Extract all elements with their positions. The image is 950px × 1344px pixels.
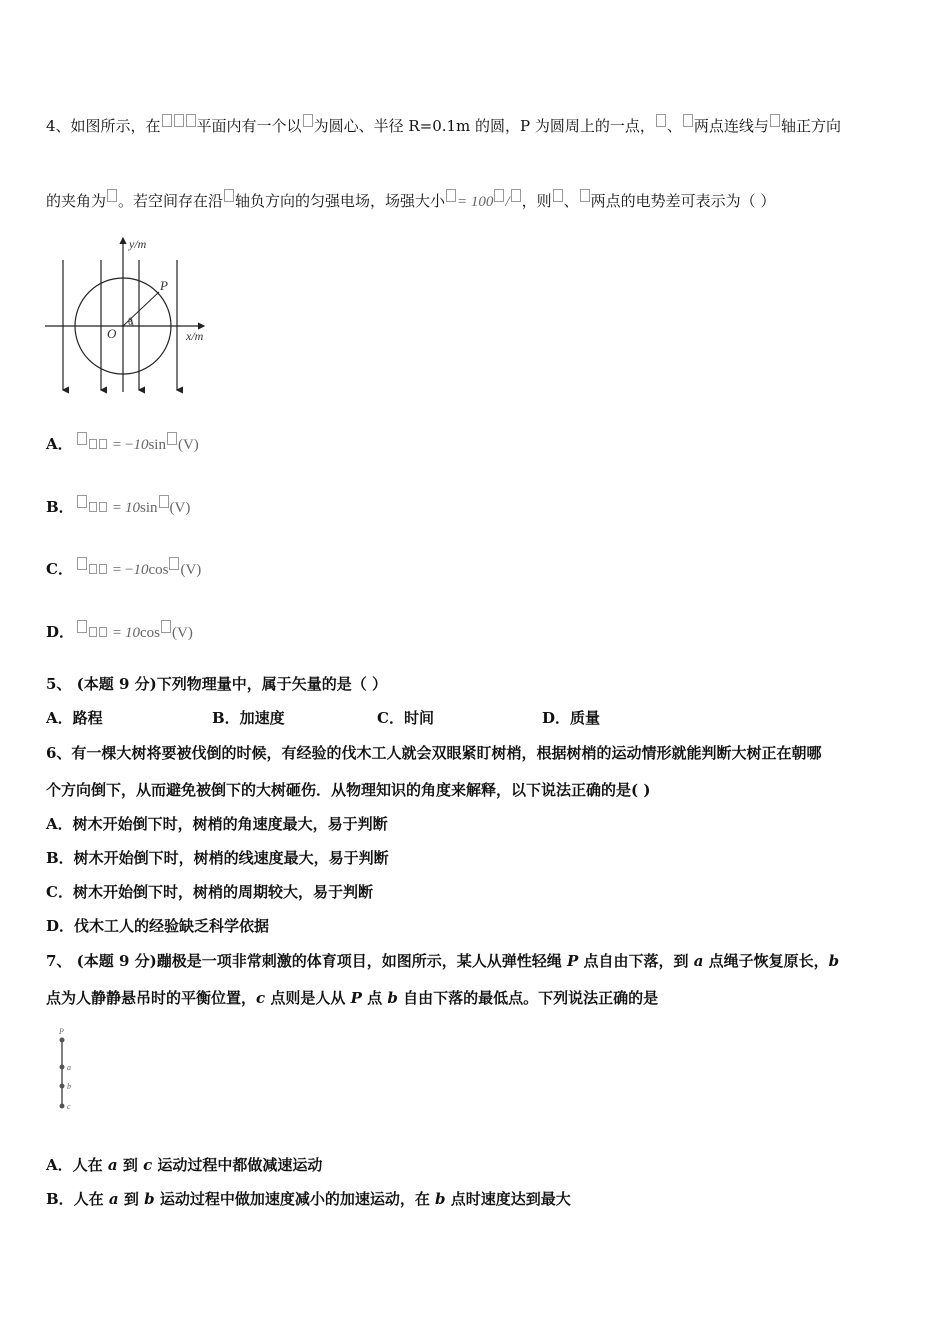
q7-text: 到 (118, 1190, 145, 1208)
q7-text: 自由下落的最低点。下列说法正确的是 (397, 989, 659, 1007)
q5-option-a[interactable]: A．路程 (46, 709, 103, 727)
q7-var: c (143, 1156, 153, 1174)
label-p: P (59, 1027, 64, 1036)
q4-formula: / (505, 194, 510, 210)
q6-option-d[interactable]: D．伐木工人的经验缺乏科学依据 (46, 917, 270, 935)
option-expr: = − (112, 562, 134, 578)
option-expr: cos (148, 562, 169, 578)
q7-text: 点时速度达到最大 (445, 1190, 571, 1208)
q6-stem-line1: 6、有一棵大树将要被伐倒的时候，有经验的伐木工人就会双眼紧盯树梢，根据树梢的运动情形就能判断大树正在朝哪 (46, 744, 822, 762)
q7-text: A．人在 (46, 1156, 108, 1174)
point-p (60, 1038, 65, 1043)
q4-text: 的夹角为 (46, 192, 107, 210)
option-expr: sin (140, 500, 158, 516)
q7-stem-line2 (46, 988, 658, 1008)
q6-stem-line2: 个方向倒下，从而避免被倒下的大树砸伤．从物理知识的角度来解释，以下说法正确的是( ) (46, 781, 651, 799)
q4-text: 4、如图所示，在 (46, 117, 161, 135)
q4-formula: = 100 (457, 194, 494, 210)
option-label: C． (46, 560, 73, 578)
point-c (60, 1104, 65, 1109)
q6-option-a[interactable]: A．树木开始倒下时，树梢的角速度最大，易于判断 (46, 815, 388, 833)
option-expr: 10 (133, 562, 149, 578)
option-label: A． (46, 435, 73, 453)
option-expr: cos (140, 625, 160, 641)
q7-text: 运动过程中都做减速运动 (152, 1156, 323, 1174)
q7-text: B．人在 (46, 1190, 109, 1208)
option-label: B． (46, 498, 74, 516)
q7-text: 点则是人从 (265, 989, 351, 1007)
option-label: D． (46, 623, 75, 641)
q4-stem-line2 (46, 189, 775, 212)
option-expr: = − (112, 437, 134, 453)
q4-text: 为圆心、半径 R=0.1m 的圆，P 为圆周上的一点， (313, 117, 655, 135)
q7-var: P (350, 989, 362, 1007)
label-c: c (67, 1102, 71, 1111)
q7-var: a (107, 1156, 118, 1174)
q4-text: 轴负方向的匀强电场，场强大小 (235, 192, 446, 210)
q7-text: 点绳子恢复原长， (703, 952, 829, 970)
q4-field-figure (40, 232, 230, 397)
label-b: b (67, 1082, 71, 1091)
q4-stem-line1 (46, 114, 841, 136)
q5-stem: 5、 (本题 9 分)下列物理量中，属于矢量的是（ ） (46, 675, 387, 693)
q4-text: 。若空间存在沿 (118, 192, 224, 210)
q7-text: 点为人静静悬吊时的平衡位置， (46, 989, 257, 1007)
q7-var: b (435, 1190, 446, 1208)
q4-text: 、 (563, 192, 579, 210)
point-b (60, 1084, 65, 1089)
q4-text: 两点的电势差可表示为（ ） (590, 192, 776, 210)
option-expr: = (112, 500, 125, 516)
q7-bungee-figure (52, 1024, 92, 1116)
q4-text: 轴正方向 (780, 117, 841, 135)
x-axis-label: x/m (186, 329, 204, 343)
point-p-label: P (160, 278, 168, 293)
point-a (60, 1065, 65, 1070)
q4-text: 、 (666, 117, 682, 135)
q7-var: c (256, 989, 266, 1007)
q7-var: b (144, 1190, 155, 1208)
q7-var: P (566, 952, 579, 970)
q4-option-a[interactable] (46, 432, 199, 458)
q7-text: 点 (361, 989, 388, 1007)
q4-text: ，则 (521, 192, 552, 210)
option-expr: (V) (172, 625, 193, 641)
q6-option-b[interactable]: B．树木开始倒下时，树梢的线速度最大，易于判断 (46, 849, 389, 867)
q7-var: a (108, 1190, 119, 1208)
q4-option-d[interactable] (46, 620, 193, 646)
theta-label: θ (128, 317, 133, 328)
option-expr: 10 (125, 625, 140, 641)
option-expr: 10 (125, 500, 140, 516)
origin-label: O (107, 326, 117, 341)
q4-text: 平面内有一个以 (196, 117, 302, 135)
q4-text: 两点连线与 (693, 117, 769, 135)
q5-option-d[interactable]: D．质量 (542, 709, 601, 727)
q7-var: b (828, 952, 840, 970)
q7-text: 7、 (本题 9 分)蹦极是一项非常刺激的体育项目，如图所示，某人从弹性轻绳 (46, 952, 567, 970)
q5-option-b[interactable]: B．加速度 (212, 709, 285, 727)
label-a: a (67, 1063, 71, 1072)
q7-text: 点自由下落，到 (578, 952, 694, 970)
option-expr: 10 (133, 437, 149, 453)
option-expr: (V) (180, 562, 202, 578)
q7-stem-line1 (46, 951, 839, 971)
option-expr: = (112, 625, 125, 641)
option-expr: (V) (177, 437, 199, 453)
q7-text: 运动过程中做加速度减小的加速运动，在 (154, 1190, 436, 1208)
q7-option-a[interactable] (46, 1155, 322, 1175)
q4-option-c[interactable] (46, 557, 201, 583)
q7-text: 到 (117, 1156, 144, 1174)
option-expr: sin (148, 437, 166, 453)
q7-option-b[interactable] (46, 1189, 571, 1209)
q7-var: b (387, 989, 398, 1007)
q6-option-c[interactable]: C．树木开始倒下时，树梢的周期较大，易于判断 (46, 883, 373, 901)
q7-var: a (693, 952, 704, 970)
q4-option-b[interactable] (46, 495, 190, 521)
y-axis-label: y/m (129, 237, 147, 251)
q5-option-c[interactable]: C．时间 (377, 709, 434, 727)
option-expr: (V) (169, 500, 191, 516)
